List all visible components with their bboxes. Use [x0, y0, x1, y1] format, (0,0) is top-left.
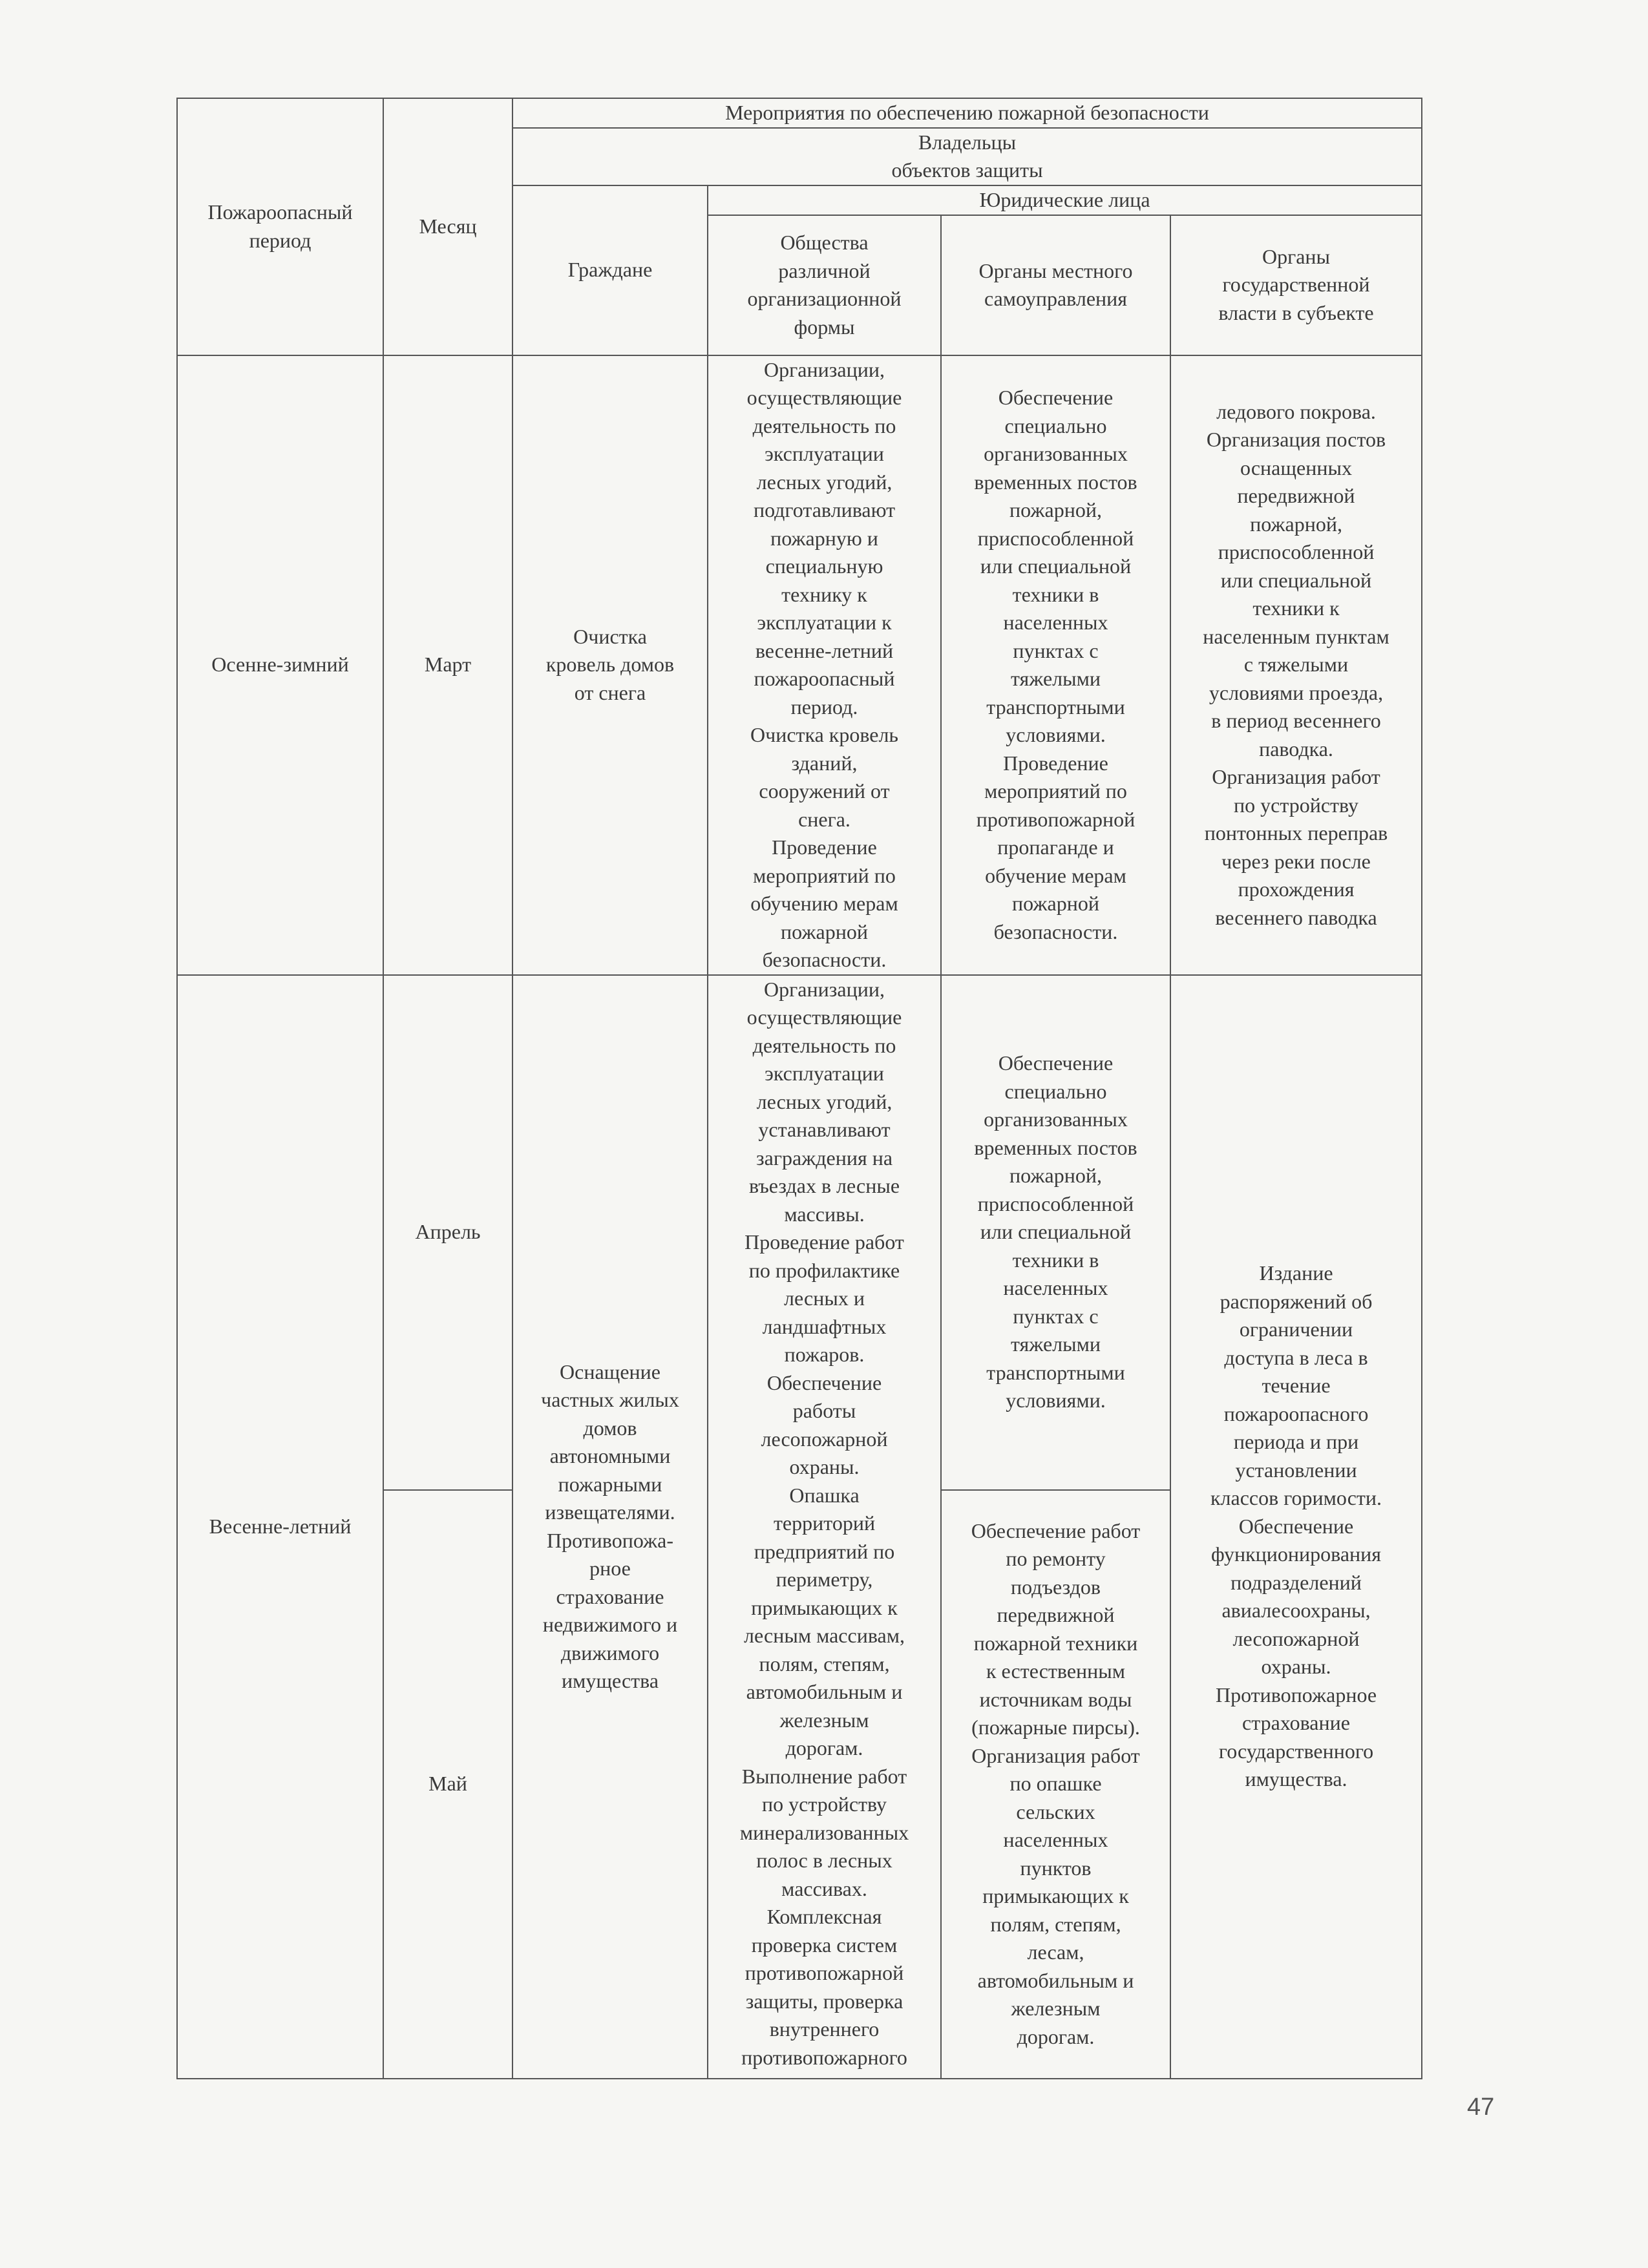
table-row: [177, 975, 1422, 1490]
header-local-gov: Органы местного самоуправления: [941, 215, 1170, 355]
table-row: [177, 355, 1422, 975]
period-spring-summer: Весенне-летний: [177, 975, 383, 2079]
month-may: Май: [383, 1490, 512, 2079]
citizens-march: Очистка кровель домов от снега: [512, 355, 708, 975]
header-legal-entities: Юридические лица: [708, 185, 1422, 215]
header-period: Пожароопасный период: [177, 98, 383, 355]
local-gov-march: Обеспечение специально организованных временных постов пожарной, приспособленной или специальной техники в населенных пунктах с тяжелыми транспортными условиями. Проведение мероприятий по противопожарной пропаганде и обучение мерам пожарной безопасности.: [941, 355, 1170, 975]
header-owners: Владельцы объектов защиты: [512, 128, 1422, 185]
state-gov-spring: Издание распоряжений об ограничении доступа в леса в течение пожароопасного периода и при установлении классов горимости. Обеспечение функционирования подразделений авиалесоохраны, лесопожарной охраны. Противопожарное страхование государственного имущества.: [1170, 975, 1422, 2079]
companies-spring: Организации, осуществляющие деятельность по эксплуатации лесных угодий, устанавливают заграждения на въездах в лесные массивы. Проведение работ по профилактике лесных и ландшафтных пожаров. Обеспечение работы лесопожарной охраны. Опашка территорий предприятий по периметру, примыкающих к лесным массивам, полям, степям, автомобильным и железным дорогам. Выполнение работ по устройству минерализованных полос в лесных массивах. Комплексная проверка систем противопожарной защиты, проверка внутреннего противопожарного: [708, 975, 941, 2079]
header-citizens: Граждане: [512, 185, 708, 355]
header-state-gov: Органы государственной власти в субъекте: [1170, 215, 1422, 355]
companies-march: Организации, осуществляющие деятельность по эксплуатации лесных угодий, подготавливают пожарную и специальную технику к эксплуатации к весенне-летний пожароопасный период. Очистка кровель зданий, сооружений от снега. Проведение мероприятий по обучению мерам пожарной безопасности.: [708, 355, 941, 975]
local-gov-may: Обеспечение работ по ремонту подъездов передвижной пожарной техники к естественным источникам воды (пожарные пирсы). Организация работ по опашке сельских населенных пунктов примыкающих к полям, степям, лесам, автомобильным и железным дорогам.: [941, 1490, 1170, 2079]
period-autumn-winter: Осенне-зимний: [177, 355, 383, 975]
month-april: Апрель: [383, 975, 512, 1490]
header-companies: Общества различной организационной формы: [708, 215, 941, 355]
month-march: Март: [383, 355, 512, 975]
header-measures: Мероприятия по обеспечению пожарной безопасности: [512, 98, 1422, 128]
header-month: Месяц: [383, 98, 512, 355]
local-gov-april: Обеспечение специально организованных временных постов пожарной, приспособленной или специальной техники в населенных пунктах с тяжелыми транспортными условиями.: [941, 975, 1170, 1490]
citizens-spring: Оснащение частных жилых домов автономными пожарными извещателями. Противопожа- рное страхование недвижимого и движимого имущества: [512, 975, 708, 2079]
page-number: 47: [1467, 2094, 1495, 2121]
fire-safety-table: [176, 98, 1422, 2079]
state-gov-march: ледового покрова. Организация постов оснащенных передвижной пожарной, приспособленной или специальной техники к населенным пунктам с тяжелыми условиями проезда, в период весеннего паводка. Организация работ по устройству понтонных переправ через реки после прохождения весеннего паводка: [1170, 355, 1422, 975]
